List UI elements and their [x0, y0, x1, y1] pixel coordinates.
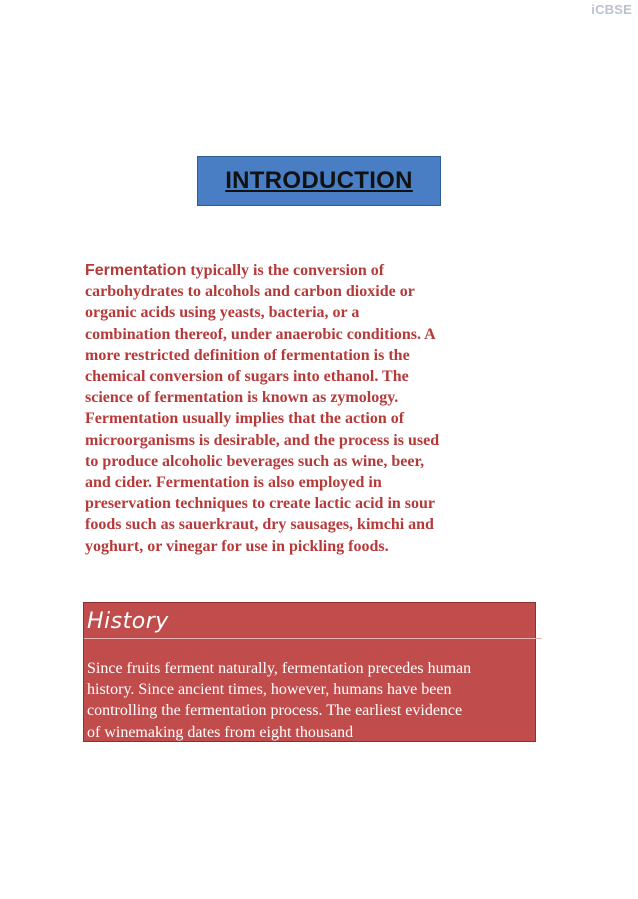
history-text: Since fruits ferment naturally, fermentation precedes human history. Since ancient times, however, humans have been controlling the fermentation process. The earliest evidence of winemaking dates from eight thousand	[87, 660, 472, 741]
history-divider	[84, 638, 542, 639]
introduction-paragraph	[85, 260, 515, 557]
site-logo: iCBSE	[591, 2, 632, 17]
history-section	[83, 602, 536, 742]
lead-word-fermentation: Fermentation	[85, 262, 187, 279]
introduction-heading: INTRODUCTION	[225, 167, 413, 194]
history-heading: History	[87, 609, 169, 634]
introduction-text: typically is the conversion of carbohydrates to alcohols and carbon dioxide or organic acids using yeasts, bacteria, or a combination thereof, under anaerobic conditions. A more restricted definition of fermentation is the chemical conversion of sugars into ethanol. The science of fermentation is known as zymology. Fermentation usually implies that the action of microorganisms is desirable, and the process is used to produce alcoholic beverages such as wine, beer, and cider. Fermentation is also employed in preservation techniques to create lactic acid in sour foods such as sauerkraut, dry sausages, kimchi and yoghurt, or vinegar for use in pickling foods.	[85, 262, 440, 555]
introduction-heading-box	[197, 156, 441, 206]
